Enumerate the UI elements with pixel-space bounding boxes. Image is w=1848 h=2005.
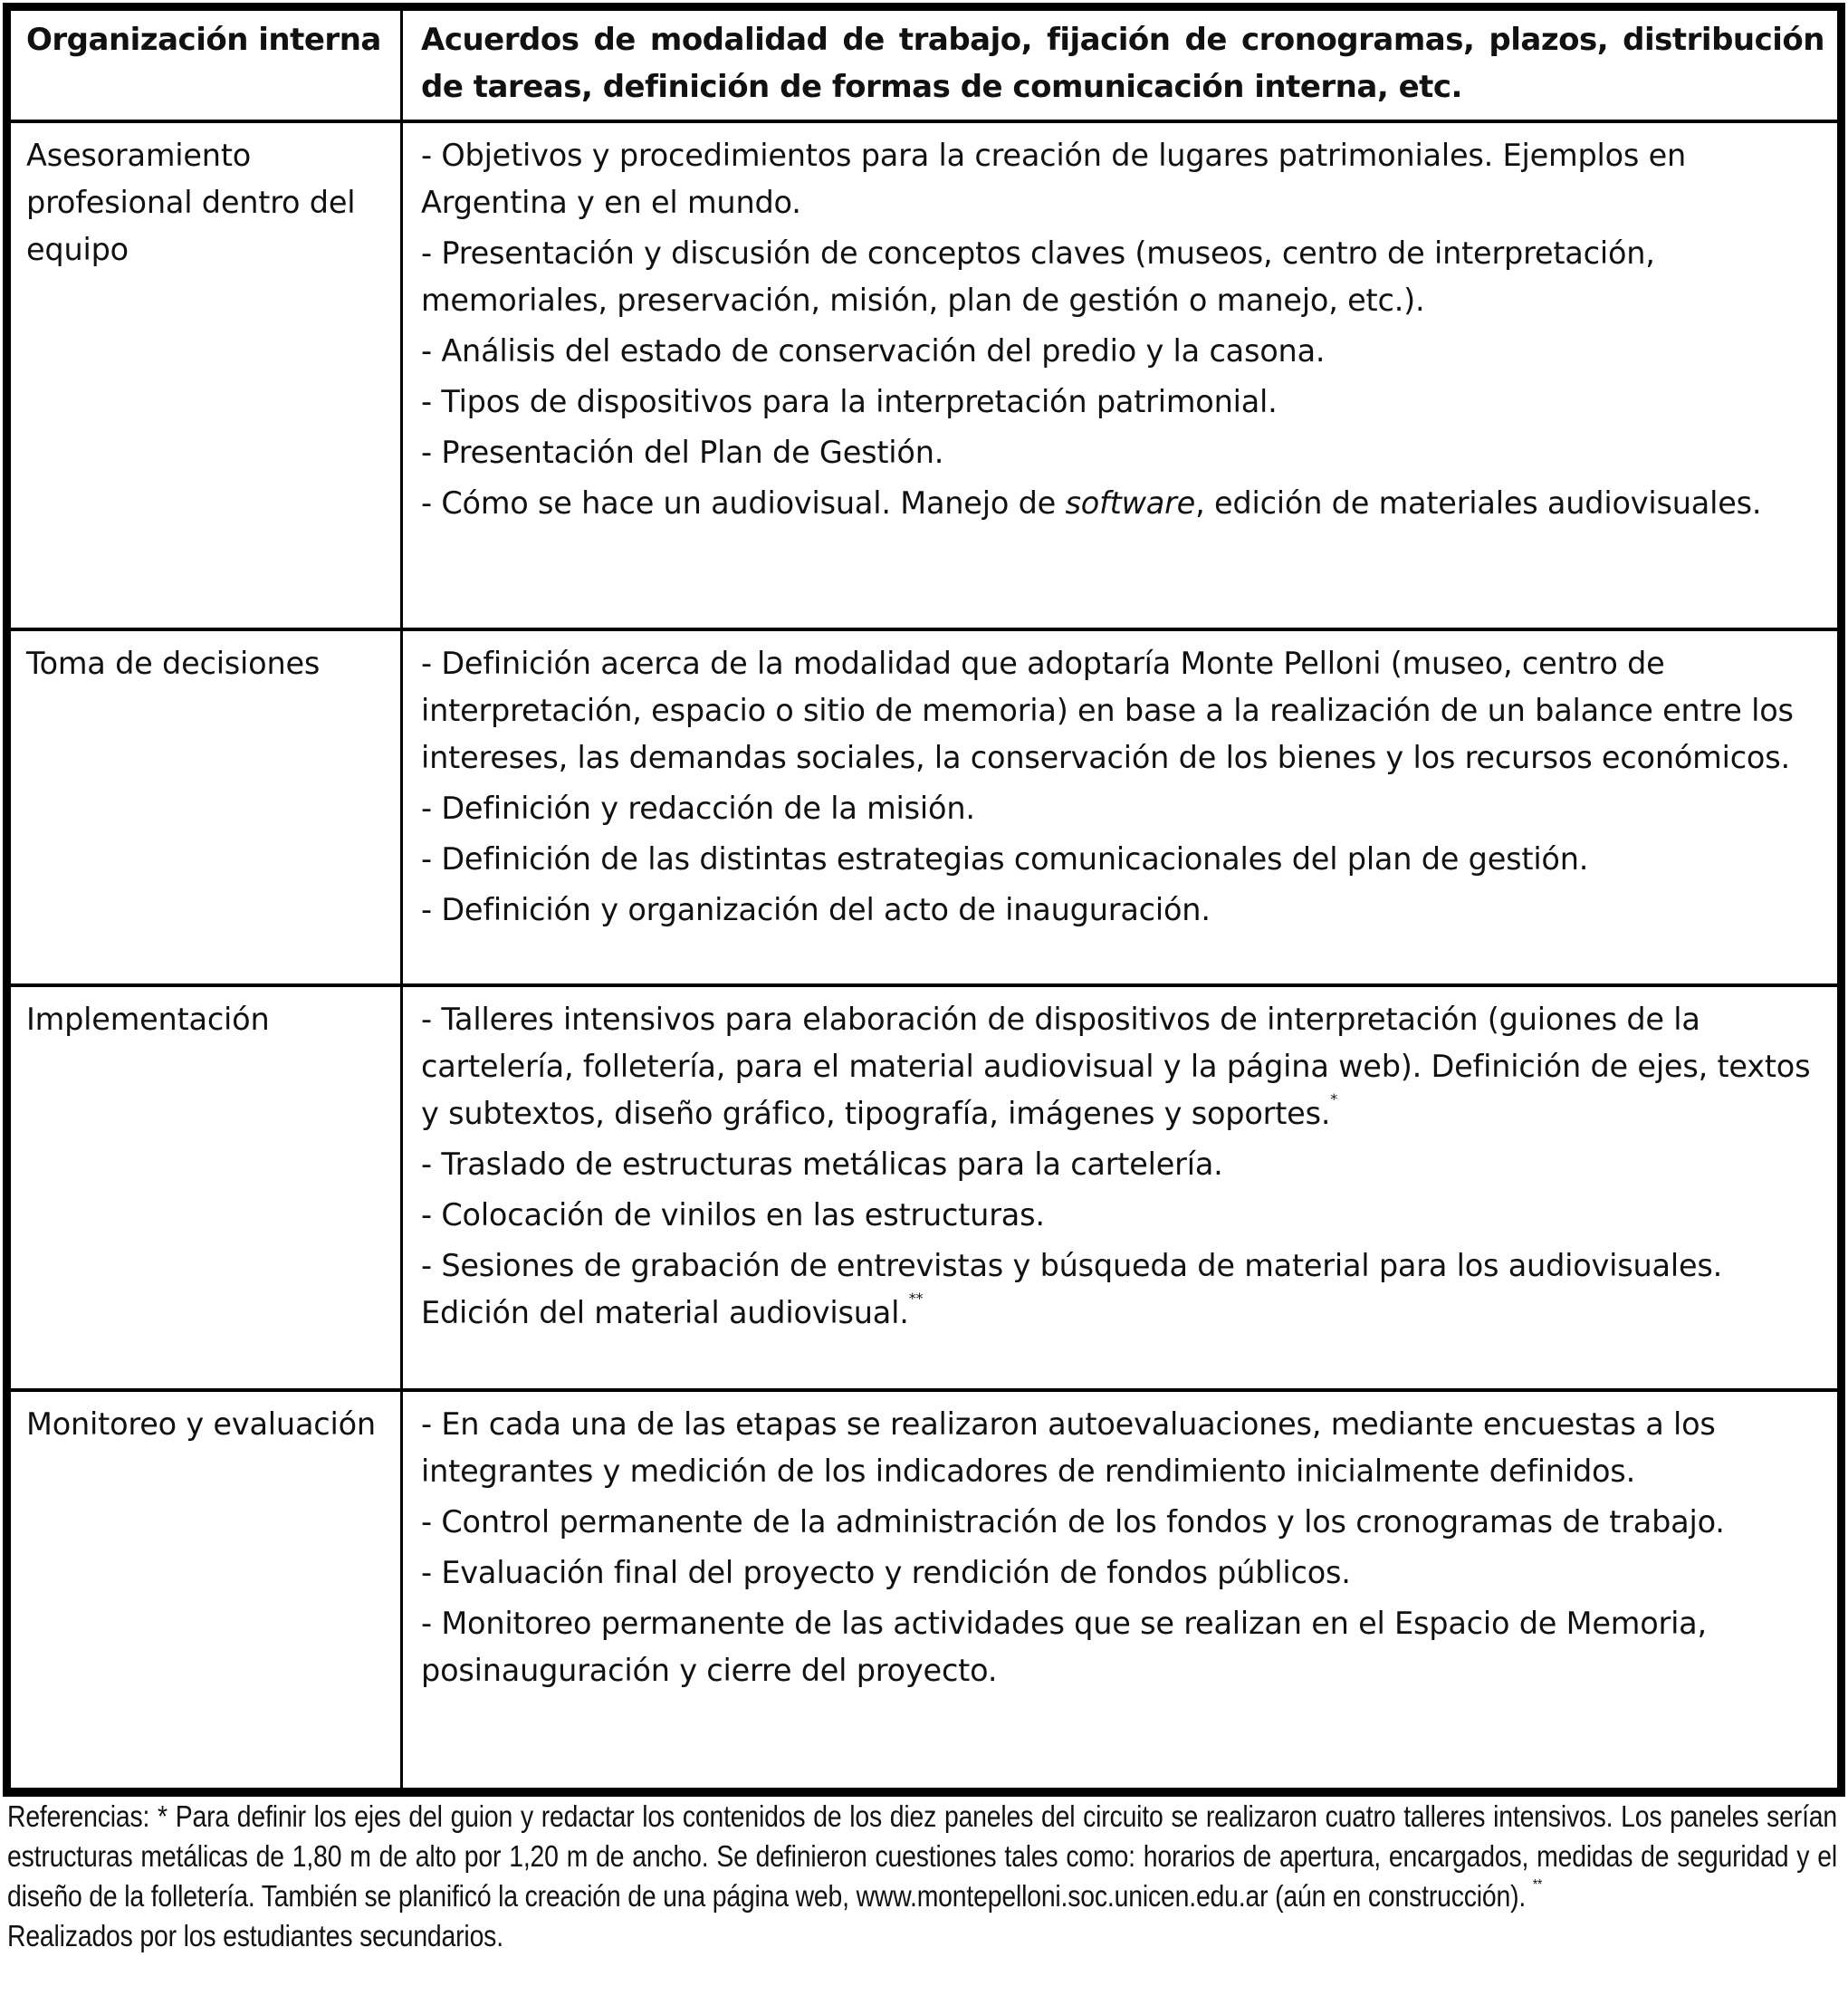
table-header-row: [11, 11, 1837, 123]
list-item: - En cada una de las etapas se realizaron autoevaluaciones, mediante encuestas a los integrantes y medición de los indicadores de rendimiento inicialmente definidos.: [421, 1406, 1716, 1489]
item-text: - Sesiones de grabación de entrevistas y búsqueda de material para los audiovisuales. Edición del material audiovisual.: [421, 1248, 1723, 1330]
table-row: [11, 631, 1837, 987]
list-item: - Definición y organización del acto de inauguración.: [421, 892, 1211, 927]
item-text: - Talleres intensivos para elaboración de dispositivos de interpretación (guiones de la cartelería, folletería, para el material audiovisual y la página web). Definición de ejes, textos y subtextos, diseño gráfico, tipografía, imágenes y soportes.: [421, 1002, 1811, 1131]
list-item: - Tipos de dispositivos para la interpretación patrimonial.: [421, 384, 1278, 419]
row-content: [403, 631, 1837, 983]
header-acuerdos: Acuerdos de modalidad de trabajo, fijación de cronogramas, plazos, distribución de tareas, definición de formas de comunicación interna, etc.: [421, 22, 1824, 105]
row-label: Asesoramiento profesional dentro del equipo: [11, 123, 403, 628]
footnote-ref: **: [1532, 1877, 1543, 1893]
item-italic-text: software: [1065, 485, 1196, 521]
list-item: - Análisis del estado de conservación del predio y la casona.: [421, 333, 1326, 369]
row-label: Toma de decisiones: [11, 631, 403, 983]
table-footnotes: [7, 1797, 1837, 1956]
list-item: - Presentación del Plan de Gestión.: [421, 435, 944, 470]
list-item: - Monitoreo permanente de las actividades que se realizan en el Espacio de Memoria, posinauguración y cierre del proyecto.: [421, 1606, 1707, 1688]
list-item: - Definición acerca de la modalidad que adoptaría Monte Pelloni (museo, centro de interpretación, espacio o sitio de memoria) en base a la realización de un balance entre los intereses, las demandas sociales, la conservación de los bienes y los recursos económicos.: [421, 646, 1794, 775]
list-item: - Evaluación final del proyecto y rendición de fondos públicos.: [421, 1555, 1351, 1590]
list-item: - Colocación de vinilos en las estructuras.: [421, 1197, 1045, 1233]
item-text: - Cómo se hace un audiovisual. Manejo de: [421, 485, 1066, 521]
footnote-text: Referencias: * Para definir los ejes del guion y redactar los contenidos de los diez paneles del circuito se realizaron cuatro talleres intensivos. Los paneles serían estructuras metálicas de 1,80 m de alto por 1,20 m de ancho. Se definieron cuestiones tales como: horarios de apertura, encargados, medidas de seguridad y el diseño de la folletería. También se planificó la creación de una página web, www.montepelloni.soc.unicen.edu.ar (aún en construcción).: [7, 1799, 1837, 1913]
list-item: - Definición de las distintas estrategias comunicacionales del plan de gestión.: [421, 841, 1589, 877]
list-item: - Definición y redacción de la misión.: [421, 791, 975, 826]
list-item: [421, 480, 1824, 527]
table-row: [11, 123, 1837, 631]
footnote-ref: *: [1330, 1090, 1338, 1108]
list-item: - Presentación y discusión de conceptos claves (museos, centro de interpretación, memoriales, preservación, misión, plan de gestión o manejo, etc.).: [421, 235, 1655, 318]
row-label: Monitoreo y evaluación: [11, 1392, 403, 1788]
list-item: - Control permanente de la administración de los fondos y los cronogramas de trabajo.: [421, 1504, 1725, 1540]
table-row: [11, 1392, 1837, 1788]
row-content: [403, 123, 1837, 628]
table-row: [11, 987, 1837, 1392]
row-content: [403, 1392, 1837, 1788]
footnote-paragraph: [7, 1797, 1837, 1916]
list-item: [421, 1242, 1824, 1337]
list-item: - Traslado de estructuras metálicas para la cartelería.: [421, 1146, 1223, 1182]
footnote-last-line: Realizados por los estudiantes secundarios.: [7, 1919, 503, 1952]
item-text: , edición de materiales audiovisuales.: [1195, 485, 1762, 521]
header-organizacion-interna: Organización interna: [11, 11, 403, 120]
list-item: [421, 996, 1824, 1137]
activities-table: [3, 3, 1845, 1797]
row-content: [403, 987, 1837, 1388]
footnote-ref: **: [908, 1290, 924, 1307]
row-label: Implementación: [11, 987, 403, 1388]
list-item: - Objetivos y procedimientos para la creación de lugares patrimoniales. Ejemplos en Argentina y en el mundo.: [421, 138, 1687, 220]
